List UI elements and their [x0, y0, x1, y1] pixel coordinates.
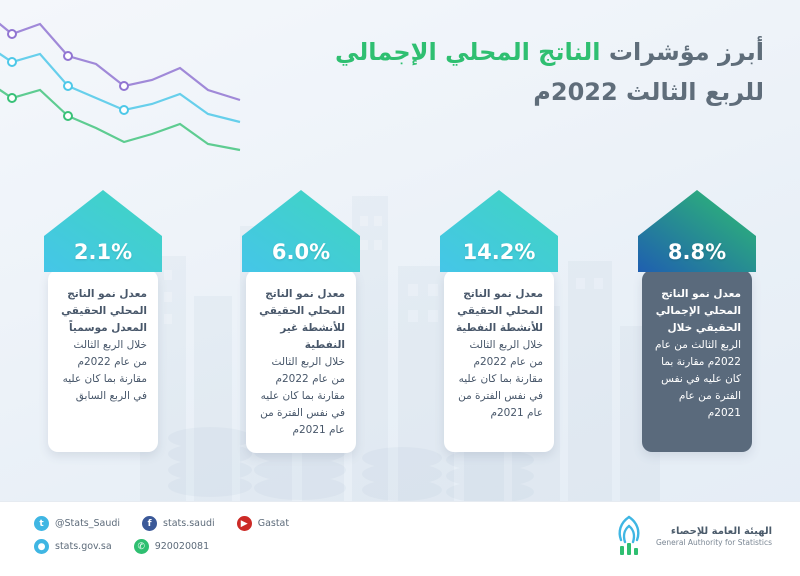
social-row-top — [34, 516, 289, 531]
title-line-1 — [304, 36, 764, 68]
social-item-phone[interactable] — [134, 539, 209, 554]
arrow-up-icon — [440, 190, 558, 272]
logo-mark-icon — [612, 514, 646, 558]
social-row-bottom — [34, 539, 289, 554]
logo-name-en: General Authority for Statistics — [655, 537, 772, 547]
social-label: Gastat — [257, 518, 290, 529]
arrow-up-icon — [44, 190, 162, 272]
percent-value: 14.2% — [462, 240, 536, 264]
page-title — [304, 36, 764, 109]
social-links — [34, 516, 289, 554]
social-item-website[interactable] — [34, 539, 112, 554]
card-body — [444, 270, 554, 452]
social-label: stats.saudi — [163, 518, 215, 529]
indicator-card — [44, 190, 162, 452]
globe-icon: ● — [34, 539, 49, 554]
card-tail-text: خلال الربع الثالث من عام 2022م مقارنة بما كان عليه في نفس الفترة من عام 2021م — [458, 339, 543, 419]
card-lead-text: معدل نمو الناتج المحلي الحقيقي للأنشطة النفطية — [455, 288, 543, 334]
card-body — [246, 270, 356, 453]
card-tail-text: الربع الثالث من عام 2022م مقارنة بما كان عليه في نفس الفترة من عام 2021م — [654, 339, 741, 419]
percent-value: 6.0% — [271, 240, 331, 264]
facebook-icon: f — [142, 516, 157, 531]
arrow-up-icon — [638, 190, 756, 272]
title-line-2: للربع الثالث 2022م — [533, 78, 764, 107]
social-item-twitter[interactable] — [34, 516, 120, 531]
indicator-card — [440, 190, 558, 452]
card-lead-text: معدل نمو الناتج المحلي الحقيقي المعدل موسمياً — [61, 288, 147, 334]
card-lead-text: معدل نمو الناتج المحلي الحقيقي للأنشطة غير النفطية — [259, 288, 345, 351]
indicator-cards — [44, 190, 756, 460]
card-body — [48, 270, 158, 452]
social-label: stats.gov.sa — [55, 541, 112, 552]
logo-name-ar: الهيئة العامة للإحصاء — [670, 525, 772, 537]
title-highlight: الناتج المحلي الإجمالي — [334, 38, 601, 66]
youtube-icon: ▶ — [237, 516, 252, 531]
arrow-up-icon — [242, 190, 360, 272]
gastat-logo — [612, 514, 772, 558]
phone-icon: ✆ — [134, 539, 149, 554]
indicator-card — [242, 190, 360, 453]
card-lead-text: معدل نمو الناتج المحلي الإجمالي الحقيقي خلال — [655, 288, 741, 334]
social-item-youtube[interactable] — [237, 516, 289, 531]
twitter-icon: t — [34, 516, 49, 531]
logo-text — [656, 525, 772, 548]
card-tail-text: خلال الربع الثالث من عام 2022م مقارنة بما كان عليه في الربع السابق — [62, 339, 147, 402]
card-tail-text: خلال الربع الثالث من عام 2022م مقارنة بما كان عليه في نفس الفترة من عام 2021م — [260, 356, 345, 436]
social-label: 920020081 — [154, 541, 210, 552]
line-chart-decoration — [0, 0, 290, 174]
indicator-card — [638, 190, 756, 452]
title-prefix: أبرز مؤشرات — [600, 38, 764, 66]
percent-value: 8.8% — [667, 240, 727, 264]
footer-bar — [0, 501, 800, 576]
card-body — [642, 270, 752, 452]
social-label: @Stats_Saudi — [55, 518, 121, 529]
percent-value: 2.1% — [73, 240, 133, 264]
social-item-facebook[interactable] — [142, 516, 215, 531]
